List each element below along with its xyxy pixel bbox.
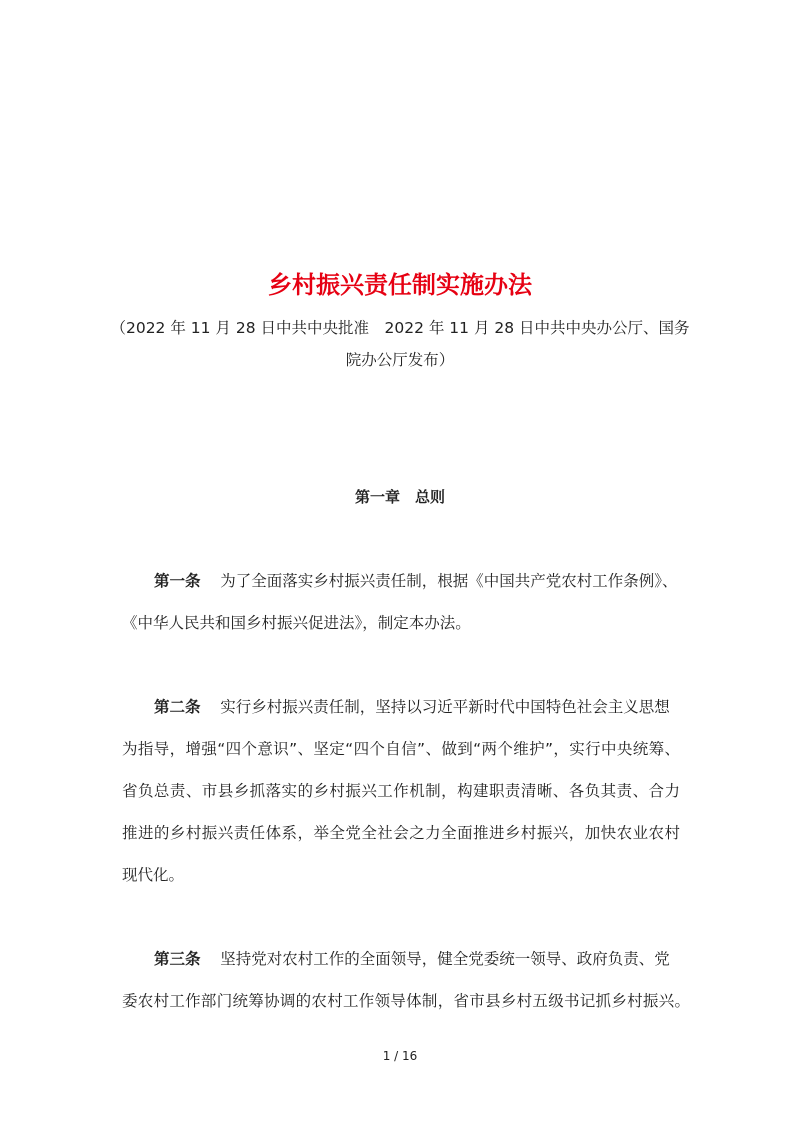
page-number: 1 / 16	[382, 1049, 418, 1063]
article-label: 第三条	[154, 950, 201, 968]
article-3-first-line	[154, 949, 670, 969]
chapter-heading: 第一章 总则	[354, 488, 445, 506]
article-1-first-line	[154, 571, 678, 591]
article-2-first-line	[154, 697, 670, 717]
article-text: 实行乡村振兴责任制，坚持以习近平新时代中国特色社会主义思想	[220, 698, 670, 716]
article-text: 委农村工作部门统筹协调的农村工作领导体制，省市县乡村五级书记抓乡村振兴。	[122, 992, 690, 1010]
article-text: 坚持党对农村工作的全面领导，健全党委统一领导、政府负责、党	[220, 950, 670, 968]
article-text: 《中华人民共和国乡村振兴促进法》，制定本办法。	[122, 614, 471, 632]
article-text: 推进的乡村振兴责任体系，举全党全社会之力全面推进乡村振兴，加快农业农村	[122, 824, 680, 842]
subtitle-line: （2022 年 11 月 28 日中共中央批准 2022 年 11 月 28 日中共中央办公厅、国务	[110, 319, 690, 337]
article-label: 第一条	[154, 572, 201, 590]
document-title: 乡村振兴责任制实施办法	[268, 271, 532, 299]
article-text: 现代化。	[122, 866, 185, 884]
article-text: 省负总责、市县乡抓落实的乡村振兴工作机制，构建职责清晰、各负其责、合力	[122, 782, 680, 800]
article-label: 第二条	[154, 698, 201, 716]
article-text: 为了全面落实乡村振兴责任制，根据《中国共产党农村工作条例》、	[220, 572, 678, 590]
subtitle-line: 院办公厅发布）	[345, 351, 455, 369]
article-text: 为指导，增强“四个意识”、坚定“四个自信”、做到“两个维护”，实行中央统筹、	[122, 740, 680, 758]
